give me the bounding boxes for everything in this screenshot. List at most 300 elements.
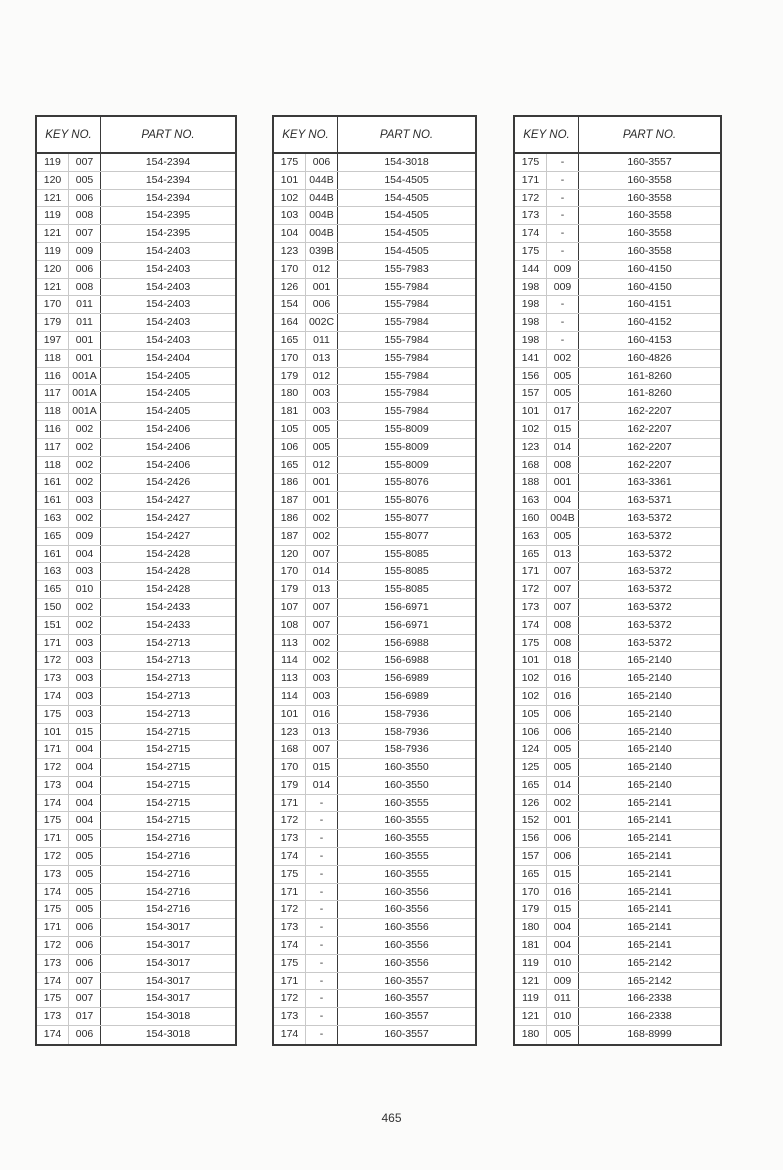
- table-row: [37, 546, 235, 564]
- part-no-cell: 161-8260: [627, 369, 672, 382]
- part-no-cell: 154-2715: [145, 814, 191, 827]
- table-row: [37, 190, 235, 208]
- part-no-cell: 165-2140: [627, 761, 672, 774]
- table-row: [515, 314, 720, 332]
- sub-no-cell: 002: [306, 510, 338, 527]
- part-no-cell: 162-2207: [627, 422, 672, 435]
- part-no-cell: 155-7984: [384, 280, 429, 293]
- part-no-cell: 165-2141: [627, 903, 672, 916]
- part-no-cell: 163-3361: [627, 476, 672, 489]
- sub-no-cell: 012: [306, 457, 338, 474]
- sub-no-cell: 006: [547, 848, 579, 865]
- sub-no-cell: 001A: [69, 385, 101, 402]
- table-row: [37, 901, 235, 919]
- sub-no-cell: 002: [547, 350, 579, 367]
- part-no-cell: 154-2715: [145, 743, 191, 756]
- part-no-cell: 155-8085: [384, 547, 429, 560]
- part-no-cell: 160-3556: [384, 885, 429, 898]
- part-no-cell: 160-4151: [627, 298, 672, 311]
- sub-no-cell: 004: [69, 812, 101, 829]
- sub-no-cell: -: [306, 884, 338, 901]
- table-row: [37, 706, 235, 724]
- key-no-cell: 198: [515, 332, 547, 349]
- part-no-cell: 154-2715: [145, 778, 191, 791]
- key-no-cell: 174: [37, 1026, 69, 1044]
- table-row: [515, 795, 720, 813]
- sub-no-cell: 006: [547, 706, 579, 723]
- key-no-cell: 165: [515, 546, 547, 563]
- part-no-cell: 155-8077: [384, 511, 429, 524]
- sub-no-cell: 004: [547, 492, 579, 509]
- sub-no-cell: 006: [306, 154, 338, 171]
- key-no-cell: 173: [515, 599, 547, 616]
- key-no-cell: 170: [515, 884, 547, 901]
- table-row: [274, 403, 475, 421]
- sub-no-cell: 006: [69, 190, 101, 207]
- sub-no-cell: 005: [69, 848, 101, 865]
- table-row: [274, 457, 475, 475]
- table-row: [515, 635, 720, 653]
- part-no-cell: 165-2141: [627, 921, 672, 934]
- key-no-cell: 125: [515, 759, 547, 776]
- key-no-cell: 117: [37, 385, 69, 402]
- parts-table-3: [513, 115, 722, 1046]
- sub-no-cell: 007: [306, 599, 338, 616]
- part-no-cell: 154-2716: [145, 903, 191, 916]
- part-no-cell: 163-5372: [627, 547, 672, 560]
- table-row: [274, 581, 475, 599]
- table-row: [37, 617, 235, 635]
- sub-no-cell: -: [306, 812, 338, 829]
- part-no-cell: 163-5372: [627, 583, 672, 596]
- table-row: [515, 403, 720, 421]
- part-no-cell: 155-7984: [384, 369, 429, 382]
- sub-no-cell: -: [547, 296, 579, 313]
- key-no-cell: 106: [274, 439, 306, 456]
- part-no-cell: 154-4505: [384, 191, 429, 204]
- part-no-cell: 165-2140: [627, 689, 672, 702]
- table-row: [274, 919, 475, 937]
- key-no-cell: 120: [274, 546, 306, 563]
- part-no-cell: 154-3018: [384, 156, 429, 168]
- sub-no-cell: 007: [306, 741, 338, 758]
- part-no-cell: 154-3017: [145, 992, 191, 1005]
- part-no-cell: 154-2713: [145, 636, 191, 649]
- sub-no-cell: 017: [547, 403, 579, 420]
- table-header: [515, 117, 720, 154]
- table-row: [274, 652, 475, 670]
- table-row: [274, 901, 475, 919]
- part-no-cell: 154-4505: [384, 173, 429, 186]
- part-no-cell: 165-2142: [627, 974, 672, 987]
- sub-no-cell: 044B: [306, 190, 338, 207]
- key-no-cell: 165: [37, 528, 69, 545]
- sub-no-cell: 005: [69, 901, 101, 918]
- parts-table-1: [35, 115, 237, 1046]
- sub-no-cell: 044B: [306, 172, 338, 189]
- key-no-cell: 160: [515, 510, 547, 527]
- part-no-cell: 154-2395: [145, 209, 191, 222]
- part-no-cell: 154-2394: [145, 191, 191, 204]
- table-row: [515, 581, 720, 599]
- sub-no-cell: 003: [306, 403, 338, 420]
- part-no-cell: 154-2713: [145, 707, 191, 720]
- sub-no-cell: 011: [306, 332, 338, 349]
- table-row: [274, 848, 475, 866]
- sub-no-cell: 008: [547, 617, 579, 634]
- part-no-cell: 154-4505: [384, 244, 429, 257]
- sub-no-cell: 002: [69, 421, 101, 438]
- key-no-cell: 173: [274, 919, 306, 936]
- part-no-cell: 160-4153: [627, 333, 672, 346]
- sub-no-cell: 016: [547, 688, 579, 705]
- part-no-cell: 166-2338: [627, 1010, 672, 1023]
- key-no-cell: 179: [37, 314, 69, 331]
- table-row: [515, 617, 720, 635]
- sub-no-cell: 007: [69, 154, 101, 171]
- sub-no-cell: 009: [547, 973, 579, 990]
- key-no-cell: 171: [515, 172, 547, 189]
- table-row: [274, 510, 475, 528]
- table-row: [515, 901, 720, 919]
- key-no-cell: 174: [37, 795, 69, 812]
- key-no-cell: 163: [515, 528, 547, 545]
- table-row: [515, 225, 720, 243]
- sub-no-cell: 007: [69, 973, 101, 990]
- part-no-cell: 155-7984: [384, 316, 429, 329]
- sub-no-cell: 010: [547, 1008, 579, 1025]
- part-no-cell: 154-2427: [145, 511, 191, 524]
- part-no-cell: 161-8260: [627, 387, 672, 400]
- key-no-cell: 165: [515, 866, 547, 883]
- table-row: [274, 884, 475, 902]
- key-no-cell: 173: [37, 670, 69, 687]
- table-row: [37, 848, 235, 866]
- key-no-cell: 152: [515, 812, 547, 829]
- sub-no-cell: 015: [306, 759, 338, 776]
- part-no-cell: 160-4152: [627, 316, 672, 329]
- key-no-cell: 172: [37, 848, 69, 865]
- table-row: [274, 243, 475, 261]
- table-row: [515, 1026, 720, 1044]
- sub-no-cell: 014: [306, 563, 338, 580]
- part-no-cell: 165-2141: [627, 814, 672, 827]
- table-row: [274, 225, 475, 243]
- key-no-cell: 154: [274, 296, 306, 313]
- key-no-cell: 102: [515, 670, 547, 687]
- table-row: [274, 439, 475, 457]
- table-row: [274, 706, 475, 724]
- sub-no-cell: 001A: [69, 403, 101, 420]
- key-no-cell: 170: [37, 296, 69, 313]
- part-no-cell: 154-2394: [145, 173, 191, 186]
- key-no-cell: 114: [274, 652, 306, 669]
- sub-no-cell: 015: [547, 866, 579, 883]
- part-no-cell: 155-7984: [384, 387, 429, 400]
- table-row: [37, 332, 235, 350]
- key-no-cell: 163: [515, 492, 547, 509]
- key-no-cell: 175: [515, 154, 547, 171]
- key-no-cell: 123: [515, 439, 547, 456]
- sub-no-cell: 003: [69, 670, 101, 687]
- table-row: [274, 741, 475, 759]
- sub-no-cell: 008: [69, 279, 101, 296]
- table-row: [515, 332, 720, 350]
- key-no-cell: 157: [515, 385, 547, 402]
- part-no-cell: 162-2207: [627, 458, 672, 471]
- part-no-cell: 155-7984: [384, 298, 429, 311]
- sub-no-cell: 003: [69, 563, 101, 580]
- sub-no-cell: 002: [69, 599, 101, 616]
- sub-no-cell: 039B: [306, 243, 338, 260]
- key-no-header: KEY NO.: [515, 117, 579, 152]
- table-row: [274, 617, 475, 635]
- part-no-cell: 160-3550: [384, 778, 429, 791]
- key-no-cell: 179: [274, 581, 306, 598]
- sub-no-cell: 008: [547, 457, 579, 474]
- table-row: [37, 1026, 235, 1044]
- table-row: [274, 546, 475, 564]
- sub-no-cell: 007: [547, 581, 579, 598]
- key-no-cell: 173: [274, 1008, 306, 1025]
- part-no-cell: 156-6988: [384, 654, 429, 667]
- table-row: [515, 990, 720, 1008]
- sub-no-cell: 009: [69, 243, 101, 260]
- part-no-cell: 165-2140: [627, 672, 672, 685]
- part-no-cell: 154-3018: [145, 1028, 191, 1041]
- sub-no-cell: 001: [547, 474, 579, 491]
- table-row: [274, 332, 475, 350]
- sub-no-cell: -: [306, 973, 338, 990]
- part-no-cell: 156-6989: [384, 689, 429, 702]
- table-row: [37, 279, 235, 297]
- table-row: [515, 848, 720, 866]
- sub-no-cell: 015: [69, 724, 101, 741]
- table-row: [37, 990, 235, 1008]
- key-no-cell: 168: [274, 741, 306, 758]
- part-no-cell: 154-3017: [145, 956, 191, 969]
- key-no-cell: 101: [515, 403, 547, 420]
- key-no-cell: 121: [37, 190, 69, 207]
- part-no-cell: 160-3555: [384, 867, 429, 880]
- part-no-cell: 160-3558: [627, 227, 672, 240]
- part-no-cell: 154-3018: [145, 1010, 191, 1023]
- part-no-cell: 165-2140: [627, 707, 672, 720]
- part-no-cell: 160-3558: [627, 244, 672, 257]
- table-row: [274, 314, 475, 332]
- key-no-cell: 198: [515, 314, 547, 331]
- part-no-cell: 165-2140: [627, 743, 672, 756]
- table-row: [515, 207, 720, 225]
- table-row: [37, 385, 235, 403]
- part-no-cell: 154-2713: [145, 689, 191, 702]
- table-row: [37, 581, 235, 599]
- table-row: [515, 670, 720, 688]
- key-no-cell: 164: [274, 314, 306, 331]
- sub-no-cell: 004B: [547, 510, 579, 527]
- sub-no-cell: 006: [69, 955, 101, 972]
- part-no-cell: 165-2141: [627, 796, 672, 809]
- sub-no-cell: 006: [69, 1026, 101, 1044]
- table-row: [515, 243, 720, 261]
- key-no-cell: 173: [37, 955, 69, 972]
- table-row: [515, 937, 720, 955]
- key-no-cell: 171: [37, 830, 69, 847]
- table-row: [515, 368, 720, 386]
- key-no-cell: 113: [274, 670, 306, 687]
- sub-no-cell: -: [306, 1026, 338, 1044]
- key-no-cell: 172: [37, 937, 69, 954]
- key-no-cell: 156: [515, 830, 547, 847]
- key-no-cell: 174: [37, 884, 69, 901]
- table-row: [515, 261, 720, 279]
- sub-no-cell: 004: [547, 919, 579, 936]
- sub-no-cell: 004: [69, 795, 101, 812]
- part-no-cell: 163-5372: [627, 565, 672, 578]
- table-row: [37, 652, 235, 670]
- key-no-cell: 175: [274, 866, 306, 883]
- key-no-cell: 113: [274, 635, 306, 652]
- key-no-cell: 175: [274, 154, 306, 171]
- sub-no-cell: 016: [306, 706, 338, 723]
- key-no-cell: 101: [515, 652, 547, 669]
- sub-no-cell: 004B: [306, 207, 338, 224]
- key-no-cell: 108: [274, 617, 306, 634]
- key-no-cell: 118: [37, 457, 69, 474]
- sub-no-cell: -: [547, 243, 579, 260]
- table-row: [515, 510, 720, 528]
- part-no-cell: 154-2427: [145, 494, 191, 507]
- table-row: [515, 1008, 720, 1026]
- part-no-cell: 154-2716: [145, 867, 191, 880]
- table-row: [274, 190, 475, 208]
- table-row: [274, 955, 475, 973]
- key-no-cell: 105: [515, 706, 547, 723]
- key-no-cell: 170: [274, 261, 306, 278]
- sub-no-cell: -: [306, 866, 338, 883]
- part-no-cell: 154-2406: [145, 440, 191, 453]
- key-no-cell: 172: [37, 759, 69, 776]
- part-no-cell: 160-4150: [627, 262, 672, 275]
- sub-no-cell: 002: [306, 635, 338, 652]
- table-row: [37, 225, 235, 243]
- key-no-cell: 172: [274, 812, 306, 829]
- key-no-cell: 175: [37, 706, 69, 723]
- sub-no-cell: 003: [69, 492, 101, 509]
- table-row: [37, 261, 235, 279]
- sub-no-cell: 013: [306, 581, 338, 598]
- key-no-cell: 161: [37, 474, 69, 491]
- table-row: [274, 368, 475, 386]
- table-row: [37, 439, 235, 457]
- sub-no-cell: 003: [69, 635, 101, 652]
- part-no-cell: 154-2403: [145, 316, 191, 329]
- key-no-cell: 141: [515, 350, 547, 367]
- part-no-cell: 154-2406: [145, 422, 191, 435]
- sub-no-cell: -: [547, 154, 579, 171]
- sub-no-cell: 005: [306, 439, 338, 456]
- sub-no-cell: 011: [69, 314, 101, 331]
- sub-no-cell: 007: [69, 990, 101, 1007]
- sub-no-cell: 008: [547, 635, 579, 652]
- sub-no-cell: 013: [306, 724, 338, 741]
- key-no-cell: 102: [515, 421, 547, 438]
- key-no-cell: 168: [515, 457, 547, 474]
- sub-no-cell: 014: [306, 777, 338, 794]
- key-no-cell: 173: [37, 777, 69, 794]
- table-row: [37, 172, 235, 190]
- sub-no-cell: -: [306, 990, 338, 1007]
- table-row: [274, 421, 475, 439]
- sub-no-cell: 002: [69, 439, 101, 456]
- part-no-cell: 160-4150: [627, 280, 672, 293]
- table-row: [37, 866, 235, 884]
- key-no-cell: 170: [274, 563, 306, 580]
- key-no-cell: 106: [515, 724, 547, 741]
- key-no-cell: 180: [274, 385, 306, 402]
- part-no-cell: 160-3558: [627, 209, 672, 222]
- key-no-cell: 116: [37, 368, 69, 385]
- table-row: [274, 492, 475, 510]
- key-no-cell: 173: [37, 866, 69, 883]
- table-row: [274, 670, 475, 688]
- key-no-cell: 175: [37, 901, 69, 918]
- table-row: [515, 492, 720, 510]
- table-row: [274, 563, 475, 581]
- sub-no-cell: 002: [69, 474, 101, 491]
- key-no-cell: 103: [274, 207, 306, 224]
- key-no-cell: 172: [274, 990, 306, 1007]
- part-no-cell: 162-2207: [627, 405, 672, 418]
- sub-no-cell: -: [306, 955, 338, 972]
- key-no-cell: 144: [515, 261, 547, 278]
- table-row: [274, 474, 475, 492]
- sub-no-cell: 009: [547, 279, 579, 296]
- part-no-cell: 158-7936: [384, 725, 429, 738]
- sub-no-cell: 006: [69, 937, 101, 954]
- table-row: [515, 474, 720, 492]
- sub-no-cell: 001: [306, 474, 338, 491]
- table-row: [274, 528, 475, 546]
- sub-no-cell: 009: [547, 261, 579, 278]
- sub-no-cell: 007: [306, 617, 338, 634]
- part-no-cell: 154-2428: [145, 565, 191, 578]
- key-no-cell: 171: [37, 635, 69, 652]
- key-no-cell: 119: [37, 207, 69, 224]
- key-no-cell: 180: [515, 1026, 547, 1044]
- table-row: [37, 830, 235, 848]
- table-row: [37, 777, 235, 795]
- sub-no-cell: 003: [306, 385, 338, 402]
- part-no-cell: 154-2406: [145, 458, 191, 471]
- table-row: [37, 243, 235, 261]
- key-no-cell: 171: [37, 919, 69, 936]
- sub-no-cell: -: [306, 848, 338, 865]
- part-no-cell: 154-2426: [145, 476, 191, 489]
- part-no-cell: 154-2405: [145, 369, 191, 382]
- table-row: [515, 955, 720, 973]
- table-body: [515, 154, 720, 1044]
- key-no-cell: 156: [515, 368, 547, 385]
- part-no-cell: 168-8999: [627, 1028, 672, 1041]
- sub-no-cell: 014: [547, 439, 579, 456]
- part-no-cell: 154-2405: [145, 387, 191, 400]
- key-no-cell: 179: [515, 901, 547, 918]
- table-row: [37, 528, 235, 546]
- table-row: [37, 314, 235, 332]
- part-no-cell: 165-2140: [627, 654, 672, 667]
- sub-no-cell: 001: [306, 279, 338, 296]
